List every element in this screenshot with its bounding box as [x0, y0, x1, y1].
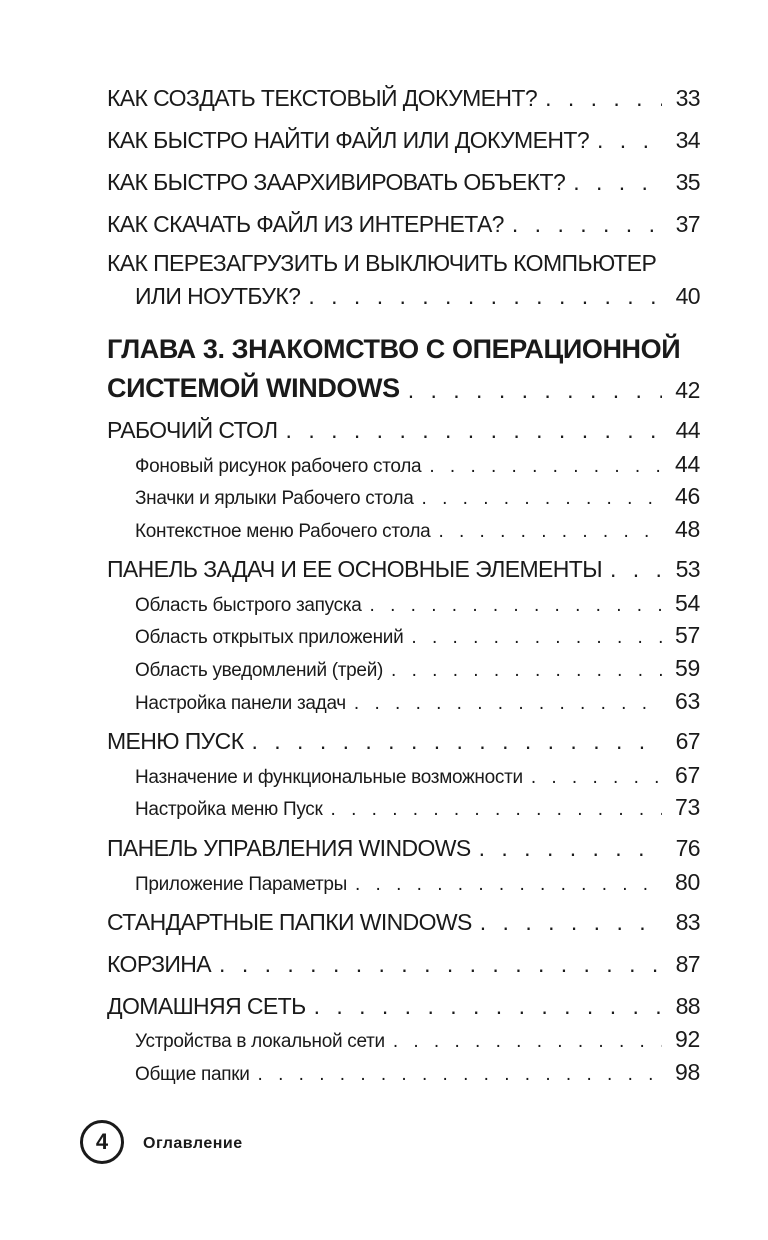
toc-entry-page: 44 [675, 451, 700, 477]
toc-entry-page: 92 [675, 1026, 700, 1052]
toc-leader-dots [479, 835, 662, 862]
toc-entry-title: КАК БЫСТРО НАЙТИ ФАЙЛ ИЛИ ДОКУМЕНТ? [107, 127, 590, 153]
toc-leader-dots [480, 909, 662, 936]
toc-entry[interactable] [0, 250, 768, 312]
toc-subentry[interactable] [0, 656, 768, 682]
toc-subentry[interactable] [0, 591, 768, 617]
toc-entry-page: 67 [675, 762, 700, 788]
toc-subentry[interactable] [0, 623, 768, 649]
toc-leader-dots [531, 767, 662, 789]
toc-entry-page: 54 [675, 590, 700, 616]
toc-leader-dots [314, 993, 662, 1020]
toc-subentry[interactable] [0, 763, 768, 789]
toc-entry-page: 83 [675, 909, 700, 935]
toc-entry[interactable] [0, 166, 768, 196]
toc-entry-page: 33 [675, 85, 700, 111]
toc-entry-title: Область быстрого запуска [135, 595, 362, 616]
toc-leader-dots [391, 660, 662, 682]
toc-leader-dots [354, 693, 662, 715]
toc-entry-page: 34 [675, 127, 700, 153]
toc-leader-dots [422, 488, 662, 510]
chapter-title: СИСТЕМОЙ WINDOWS [107, 373, 400, 403]
toc-chapter-heading[interactable] [0, 334, 768, 404]
toc-subentry[interactable] [0, 1027, 768, 1053]
toc-leader-dots [331, 799, 662, 821]
toc-entry-title: КАК БЫСТРО ЗААРХИВИРОВАТЬ ОБЪЕКТ? [107, 169, 566, 195]
toc-entry-title: Устройства в локальной сети [135, 1031, 385, 1052]
toc-entry-title: РАБОЧИЙ СТОЛ [107, 417, 278, 443]
toc-entry-page: 73 [675, 794, 700, 820]
toc-leader-dots [545, 85, 662, 112]
toc-leader-dots [610, 556, 662, 583]
page-footer [80, 1120, 380, 1170]
toc-leader-dots [429, 456, 662, 478]
toc-entry-page: 46 [675, 483, 700, 509]
toc-entry-title: КАК СКАЧАТЬ ФАЙЛ ИЗ ИНТЕРНЕТА? [107, 211, 504, 237]
toc-leader-dots [219, 951, 662, 978]
toc-leader-dots [438, 521, 662, 543]
toc-entry-title: Настройка панели задач [135, 693, 346, 714]
toc-subentry[interactable] [0, 795, 768, 821]
toc-leader-dots [573, 169, 662, 196]
toc-entry-page: 67 [675, 728, 700, 754]
toc-entry[interactable] [0, 832, 768, 862]
toc-entry[interactable] [0, 725, 768, 755]
toc-entry[interactable] [0, 208, 768, 238]
toc-entry-title: КАК СОЗДАТЬ ТЕКСТОВЫЙ ДОКУМЕНТ? [107, 85, 538, 111]
running-footer-label: Оглавление [143, 1135, 243, 1152]
toc-entry[interactable] [0, 906, 768, 936]
toc-entry-title: Назначение и функциональные возможности [135, 767, 523, 788]
toc-subentry[interactable] [0, 517, 768, 543]
toc-entry[interactable] [0, 553, 768, 583]
toc-entry-page: 76 [675, 835, 700, 861]
toc-entry[interactable] [0, 990, 768, 1020]
toc-subentry[interactable] [0, 484, 768, 510]
toc-subentry[interactable] [0, 870, 768, 896]
toc-entry-page: 37 [675, 211, 700, 237]
toc-leader-dots [308, 283, 662, 310]
toc-subentry[interactable] [0, 1060, 768, 1086]
toc-leader-dots [597, 127, 662, 154]
toc-entry-title: Область открытых приложений [135, 627, 404, 648]
page-number-badge: 4 [80, 1120, 124, 1164]
toc-leader-dots [258, 1064, 662, 1086]
toc-leader-dots [355, 874, 662, 896]
toc-leader-dots [393, 1031, 662, 1053]
toc-entry-title: Область уведомлений (трей) [135, 660, 384, 681]
toc-entry[interactable] [0, 82, 768, 112]
toc-entry-page: 35 [675, 169, 700, 195]
toc-entry-page: 48 [675, 516, 700, 542]
toc-leader-dots [370, 595, 662, 617]
chapter-title-line1: ГЛАВА 3. ЗНАКОМСТВО С ОПЕРАЦИОННОЙ [107, 334, 681, 364]
toc-entry[interactable] [0, 414, 768, 444]
toc-leader-dots [408, 377, 662, 404]
toc-entry[interactable] [0, 124, 768, 154]
toc-entry-page: 80 [675, 869, 700, 895]
toc-entry-page: 40 [675, 283, 700, 309]
toc-entry-title: Общие папки [135, 1064, 250, 1085]
toc-entry-title: Настройка меню Пуск [135, 799, 323, 820]
toc-leader-dots [411, 627, 662, 649]
toc-entry-title: МЕНЮ ПУСК [107, 728, 244, 754]
toc-subentry[interactable] [0, 689, 768, 715]
toc-entry-page: 63 [675, 688, 700, 714]
toc-leader-dots [252, 728, 663, 755]
toc-entry-title: СТАНДАРТНЫЕ ПАПКИ WINDOWS [107, 909, 472, 935]
toc-entry-page: 98 [675, 1059, 700, 1085]
toc-entry-title-line1: КАК ПЕРЕЗАГРУЗИТЬ И ВЫКЛЮЧИТЬ КОМПЬЮТЕР [107, 250, 657, 276]
toc-entry-page: 42 [675, 377, 700, 403]
toc-entry-page: 44 [675, 417, 700, 443]
toc-entry[interactable] [0, 948, 768, 978]
toc-entry-page: 59 [675, 655, 700, 681]
toc-entry-title: ДОМАШНЯЯ СЕТЬ [107, 993, 306, 1019]
toc-entry-page: 53 [675, 556, 700, 582]
toc-subentry[interactable] [0, 452, 768, 478]
toc-entry-page: 88 [675, 993, 700, 1019]
toc-entry-title: Значки и ярлыки Рабочего стола [135, 488, 414, 509]
toc-entry-page: 87 [675, 951, 700, 977]
toc-entry-title: ПАНЕЛЬ УПРАВЛЕНИЯ WINDOWS [107, 835, 471, 861]
toc-leader-dots [286, 417, 662, 444]
toc-entry-title: Контекстное меню Рабочего стола [135, 521, 431, 542]
toc-entry-title: ПАНЕЛЬ ЗАДАЧ И ЕЕ ОСНОВНЫЕ ЭЛЕМЕНТЫ [107, 556, 602, 582]
toc-entry-title: ИЛИ НОУТБУК? [135, 283, 301, 309]
toc-entry-title: Приложение Параметры [135, 874, 347, 895]
toc-entry-title: Фоновый рисунок рабочего стола [135, 456, 422, 477]
toc-entry-page: 57 [675, 622, 700, 648]
toc-entry-title: КОРЗИНА [107, 951, 212, 977]
toc-leader-dots [512, 211, 662, 238]
